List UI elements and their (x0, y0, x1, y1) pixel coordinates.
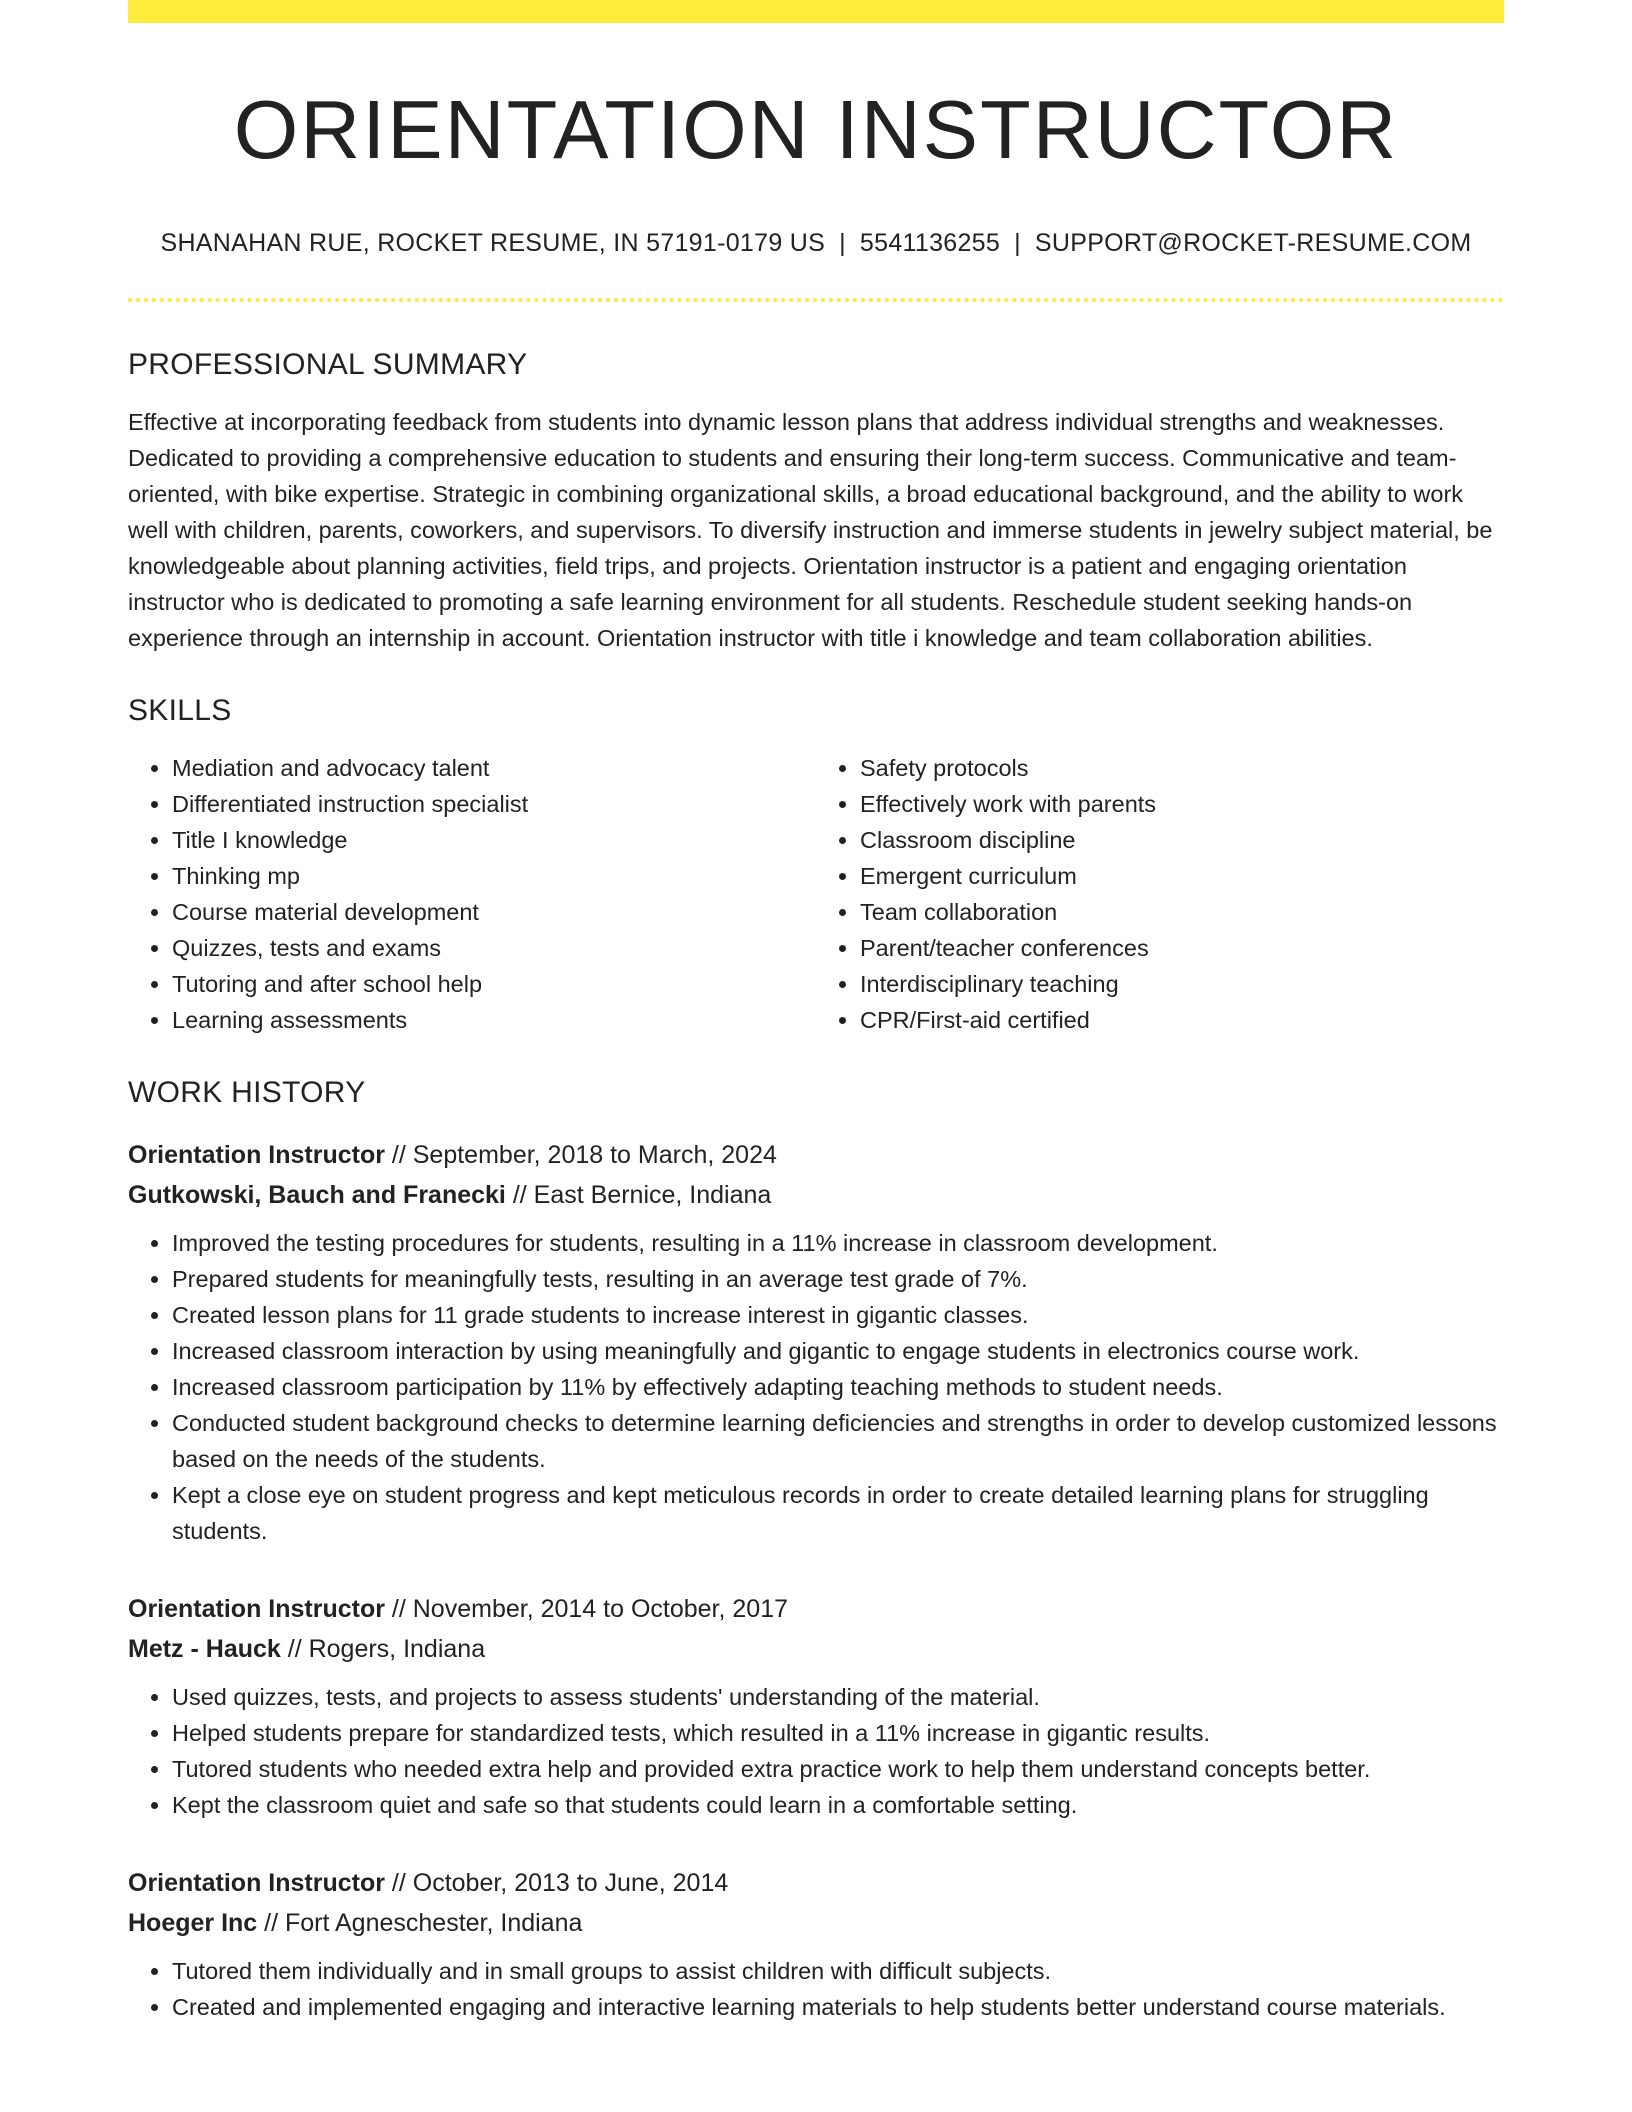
contact-separator: | (1014, 228, 1021, 257)
summary-section (128, 347, 1504, 656)
job-dates: // September, 2018 to March, 2024 (384, 1141, 777, 1170)
skill-item: • Quizzes, tests and exams (172, 930, 816, 966)
job-company: Hoeger Inc (128, 1909, 258, 1938)
work-history-section (128, 1075, 1504, 2025)
job-bullet: • Increased classroom interaction by using meaningfully and gigantic to engage students in electronics course work. (172, 1333, 1504, 1369)
skill-item: • Differentiated instruction specialist (172, 786, 816, 822)
job-bullet-list (128, 1953, 1504, 2025)
skill-item: • Thinking mp (172, 858, 816, 894)
job-bullet: • Prepared students for meaningfully tests, resulting in an average test grade of 7%. (172, 1261, 1504, 1297)
job-bullet: • Helped students prepare for standardized tests, which resulted in a 11% increase in gigantic results. (172, 1715, 1504, 1751)
job-location: // East Bernice, Indiana (505, 1181, 772, 1210)
skill-item: • Team collaboration (860, 894, 1504, 930)
job-company-line (128, 1175, 1504, 1215)
job-company: Gutkowski, Bauch and Franecki (128, 1181, 506, 1210)
skills-list-left (128, 750, 816, 1038)
skill-item: • Safety protocols (860, 750, 1504, 786)
skill-item: • Effectively work with parents (860, 786, 1504, 822)
job-title-line (128, 1863, 1504, 1903)
job-bullet: • Created lesson plans for 11 grade students to increase interest in gigantic classes. (172, 1297, 1504, 1333)
job-bullet: • Used quizzes, tests, and projects to assess students' understanding of the material. (172, 1679, 1504, 1715)
skill-item: • Tutoring and after school help (172, 966, 816, 1002)
work-history-heading: WORK HISTORY (128, 1076, 366, 1110)
job-location: // Rogers, Indiana (280, 1635, 486, 1664)
skill-item: • Mediation and advocacy talent (172, 750, 816, 786)
skill-item: • CPR/First-aid certified (860, 1002, 1504, 1038)
skills-list-right (816, 750, 1504, 1038)
job-bullet: • Created and implemented engaging and interactive learning materials to help students better understand course materials. (172, 1989, 1504, 2025)
job-entry (128, 1135, 1504, 1549)
resume-name: ORIENTATION INSTRUCTOR (233, 83, 1399, 176)
skills-section (128, 693, 1504, 1038)
resume-page (128, 0, 1504, 2025)
job-dates: // November, 2014 to October, 2017 (384, 1595, 788, 1624)
job-entry (128, 1863, 1504, 2025)
job-entry (128, 1589, 1504, 1823)
job-role: Orientation Instructor (128, 1141, 385, 1170)
job-company-line (128, 1629, 1504, 1669)
job-bullet: • Tutored students who needed extra help and provided extra practice work to help them understand concepts better. (172, 1751, 1504, 1787)
job-bullet-list (128, 1679, 1504, 1823)
skills-columns (128, 750, 1504, 1038)
contact-phone[interactable]: 5541136255 (859, 228, 1001, 257)
job-bullet: • Improved the testing procedures for students, resulting in a 11% increase in classroom development. (172, 1225, 1504, 1261)
skill-item: • Interdisciplinary teaching (860, 966, 1504, 1002)
job-title-line (128, 1589, 1504, 1629)
job-company: Metz - Hauck (128, 1635, 281, 1664)
skill-item: • Emergent curriculum (860, 858, 1504, 894)
job-role: Orientation Instructor (128, 1869, 385, 1898)
skill-item: • Parent/teacher conferences (860, 930, 1504, 966)
contact-line (128, 227, 1504, 260)
skill-item: • Title I knowledge (172, 822, 816, 858)
job-bullet: • Increased classroom participation by 11% by effectively adapting teaching methods to student needs. (172, 1369, 1504, 1405)
summary-text: Effective at incorporating feedback from students into dynamic lesson plans that address individual strengths and weaknesses. Dedicated to providing a comprehensive education to students and ensuring their long-term success. Communicative and team-oriented, with bike expertise. Strategic in combining organizational skills, a broad educational background, and the ability to work well with children, parents, coworkers, and supervisors. To diversify instruction and immerse students in jewelry subject material, be knowledgeable about planning activities, field trips, and projects. Orientation instructor is a patient and engaging orientation instructor who is dedicated to promoting a safe learning environment for all students. Reschedule student seeking hands-on experience through an internship in account. Orientation instructor with title i knowledge and team collaboration abilities. (128, 409, 1493, 652)
job-role: Orientation Instructor (128, 1595, 385, 1624)
skill-item: • Course material development (172, 894, 816, 930)
contact-email[interactable]: SUPPORT@ROCKET-RESUME.COM (1034, 228, 1472, 257)
job-location: // Fort Agneschester, Indiana (257, 1909, 583, 1938)
job-bullet: • Conducted student background checks to determine learning deficiencies and strengths in order to develop customized lessons based on the needs of the students. (172, 1405, 1504, 1477)
skill-item: • Learning assessments (172, 1002, 816, 1038)
job-dates: // October, 2013 to June, 2014 (384, 1869, 729, 1898)
job-bullet: • Tutored them individually and in small groups to assist children with difficult subjects. (172, 1953, 1504, 1989)
job-bullet-list (128, 1225, 1504, 1549)
skill-item: • Classroom discipline (860, 822, 1504, 858)
job-bullet: • Kept the classroom quiet and safe so that students could learn in a comfortable setting. (172, 1787, 1504, 1823)
dotted-divider (128, 298, 1504, 302)
job-company-line (128, 1903, 1504, 1943)
contact-address: SHANAHAN RUE, ROCKET RESUME, IN 57191-0179 US (160, 228, 826, 257)
skills-heading: SKILLS (128, 694, 232, 728)
job-title-line (128, 1135, 1504, 1175)
summary-heading: PROFESSIONAL SUMMARY (128, 348, 528, 382)
contact-separator: | (839, 228, 846, 257)
accent-top-bar (128, 0, 1504, 23)
job-bullet: • Kept a close eye on student progress and kept meticulous records in order to create detailed learning plans for struggling students. (172, 1477, 1504, 1549)
